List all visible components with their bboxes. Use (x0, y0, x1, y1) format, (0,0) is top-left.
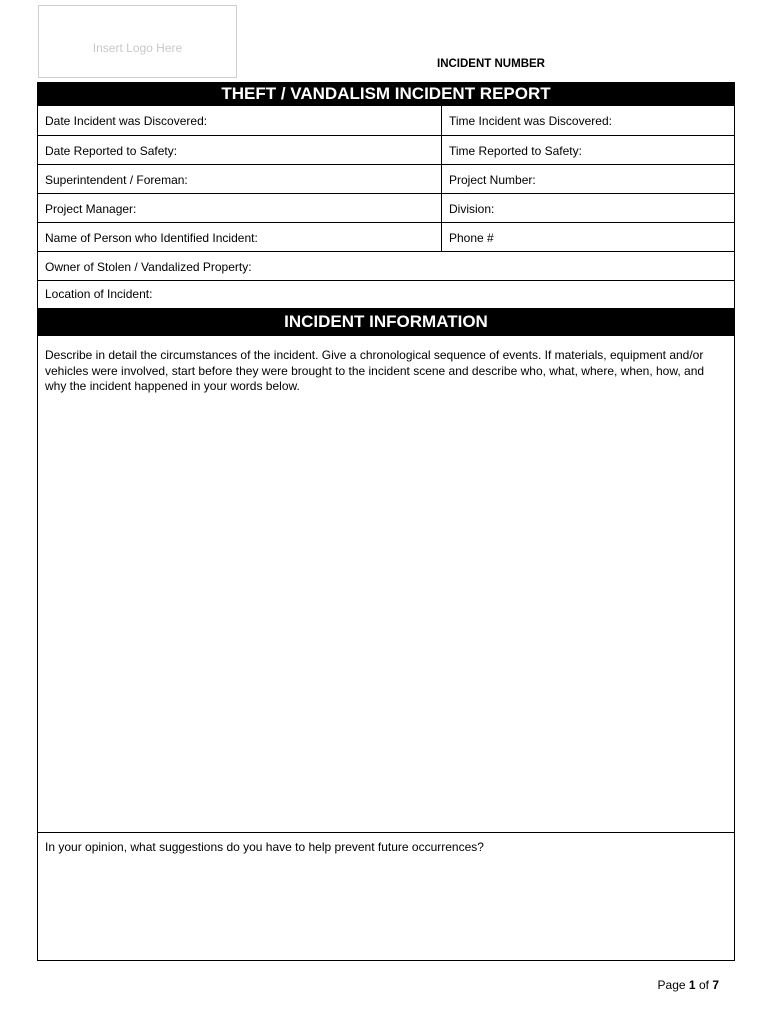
incident-information-title: INCIDENT INFORMATION (38, 308, 734, 336)
location-field[interactable]: Location of Incident: (45, 287, 153, 301)
identified-by-field[interactable]: Name of Person who Identified Incident: (38, 223, 442, 251)
division-field[interactable]: Division: (449, 202, 495, 216)
logo-placeholder: Insert Logo Here (38, 5, 237, 78)
form-row (38, 106, 734, 135)
date-reported-field[interactable]: Date Reported to Safety: (38, 136, 442, 164)
date-discovered-field[interactable]: Date Incident was Discovered: (38, 106, 442, 135)
report-title: THEFT / VANDALISM INCIDENT REPORT (38, 82, 734, 106)
form-row (38, 222, 734, 251)
form-row (38, 193, 734, 222)
form-row (38, 251, 734, 280)
project-manager-field[interactable]: Project Manager: (38, 194, 442, 222)
page-indicator (658, 978, 719, 992)
total-pages: 7 (712, 978, 719, 992)
form-row (38, 135, 734, 164)
page-word: Page (657, 978, 686, 992)
superintendent-field[interactable]: Superintendent / Foreman: (38, 165, 442, 193)
suggestions-area[interactable]: In your opinion, what suggestions do you have to help prevent future occurrences? (38, 832, 734, 960)
phone-field[interactable]: Phone # (449, 231, 494, 245)
of-word: of (698, 978, 709, 992)
current-page: 1 (688, 978, 696, 992)
time-reported-field[interactable]: Time Reported to Safety: (449, 144, 582, 158)
time-discovered-field[interactable]: Time Incident was Discovered: (449, 114, 612, 128)
incident-number-label: INCIDENT NUMBER (437, 58, 545, 70)
project-number-field[interactable]: Project Number: (449, 173, 536, 187)
form-row (38, 164, 734, 193)
incident-report-form (37, 82, 735, 961)
form-row (38, 280, 734, 308)
incident-description-area[interactable]: Describe in detail the circumstances of the incident. Give a chronological sequence of events. If materials, equipment and/or vehicles were involved, start before they were brought to the incident scene and describe who, what, where, when, how, and why the incident happened in your words below. (45, 348, 705, 393)
owner-field[interactable]: Owner of Stolen / Vandalized Property: (45, 260, 252, 274)
